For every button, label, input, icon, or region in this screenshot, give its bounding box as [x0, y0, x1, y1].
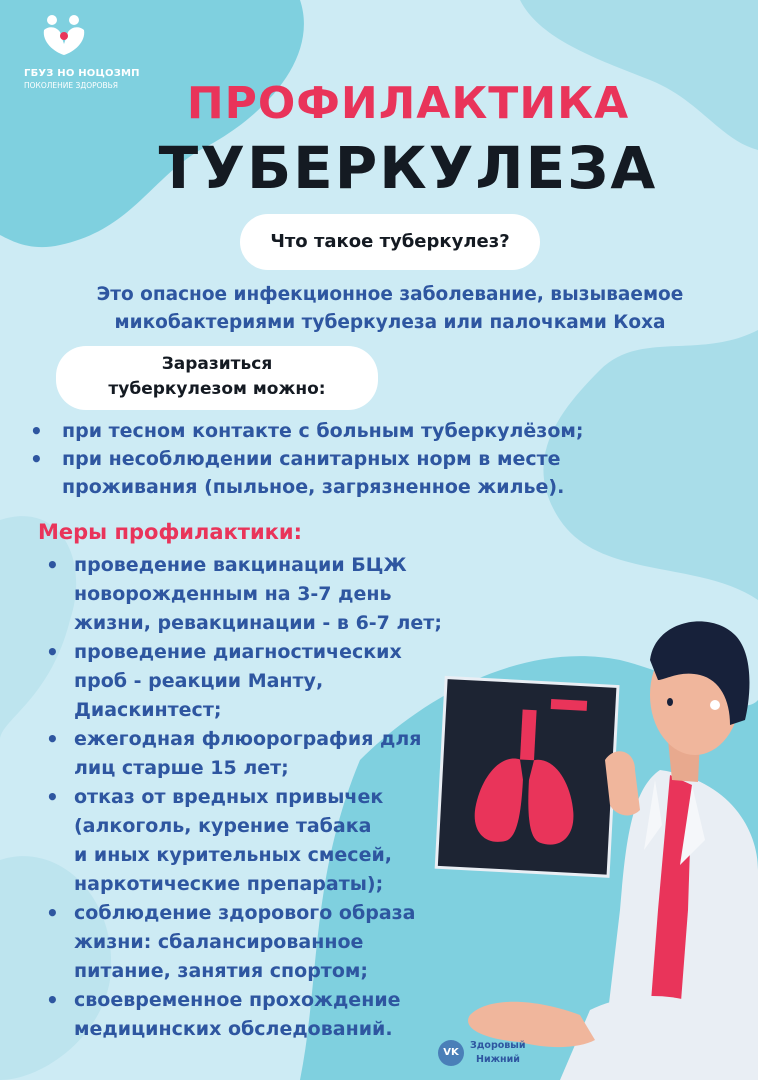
- infection-heading-line: туберкулезом можно:: [108, 379, 326, 399]
- definition-line: Это опасное инфекционное заболевание, вызываемое: [96, 284, 684, 305]
- list-item-line: проб - реакции Манту,: [74, 670, 324, 692]
- title-line2: ТУБЕРКУЛЕЗА: [158, 134, 658, 202]
- list-item-line: медицинских обследований.: [74, 1018, 393, 1040]
- logo-subtitle: ПОКОЛЕНИЕ ЗДОРОВЬЯ: [24, 81, 119, 90]
- list-item-line: при несоблюдении санитарных норм в месте: [62, 448, 561, 470]
- bullet-icon: •: [30, 447, 43, 471]
- vk-icon[interactable]: VK: [438, 1040, 464, 1066]
- bullet-icon: •: [46, 785, 59, 809]
- infection-list: [22, 417, 758, 501]
- list-item: [40, 783, 460, 899]
- bullet-icon: •: [46, 988, 59, 1012]
- footer-brand-line: Нижний: [476, 1054, 520, 1065]
- infection-heading-badge: [56, 346, 378, 410]
- bullet-icon: •: [30, 419, 43, 443]
- list-item-line: Диаскинтест;: [74, 699, 222, 721]
- list-item-line: (алкоголь, курение табака: [74, 815, 372, 837]
- logo-org-name: ГБУЗ НО НОЦОЗМП: [24, 68, 140, 79]
- prevention-heading: Меры профилактики:: [38, 520, 303, 544]
- infection-heading-line: Заразиться: [161, 354, 273, 374]
- list-item-line: проведение вакцинации БЦЖ: [74, 554, 407, 576]
- list-item-line: при тесном контакте с больным туберкулёзом;: [62, 420, 584, 442]
- title-line1: ПРОФИЛАКТИКА: [186, 78, 630, 129]
- family-hearts-logo-icon: [40, 12, 88, 56]
- list-item: [22, 445, 758, 501]
- list-item-line: новорожденным на 3-7 день: [74, 583, 392, 605]
- list-item-line: жизни: сбалансированное: [74, 931, 364, 953]
- bullet-icon: •: [46, 553, 59, 577]
- list-item-line: лиц старше 15 лет;: [74, 757, 289, 779]
- list-item-line: проживания (пыльное, загрязненное жилье).: [62, 476, 565, 498]
- definition-text: [0, 281, 758, 337]
- prevention-list: [40, 551, 460, 1044]
- list-item: [22, 417, 758, 445]
- list-item-line: своевременное прохождение: [74, 989, 401, 1011]
- list-item-line: наркотические препараты);: [74, 873, 384, 895]
- bullet-icon: •: [46, 727, 59, 751]
- list-item-line: жизни, ревакцинации - в 6-7 лет;: [74, 612, 442, 634]
- list-item: [40, 986, 460, 1044]
- list-item-line: соблюдение здорового образа: [74, 902, 416, 924]
- list-item: [40, 551, 460, 638]
- list-item: [40, 899, 460, 986]
- list-item: [40, 638, 460, 725]
- footer-brand-line: Здоровый: [470, 1040, 526, 1051]
- list-item: [40, 725, 460, 783]
- list-item-line: питание, занятия спортом;: [74, 960, 368, 982]
- list-item-line: ежегодная флюорография для: [74, 728, 422, 750]
- bullet-icon: •: [46, 901, 59, 925]
- list-item-line: и иных курительных смесей,: [74, 844, 392, 866]
- question-badge: Что такое туберкулез?: [240, 214, 540, 270]
- list-item-line: проведение диагностических: [74, 641, 402, 663]
- definition-line: микобактериями туберкулеза или палочками Коха: [114, 312, 666, 333]
- doctor-illustration: [430, 610, 758, 1080]
- bullet-icon: •: [46, 640, 59, 664]
- list-item-line: отказ от вредных привычек: [74, 786, 384, 808]
